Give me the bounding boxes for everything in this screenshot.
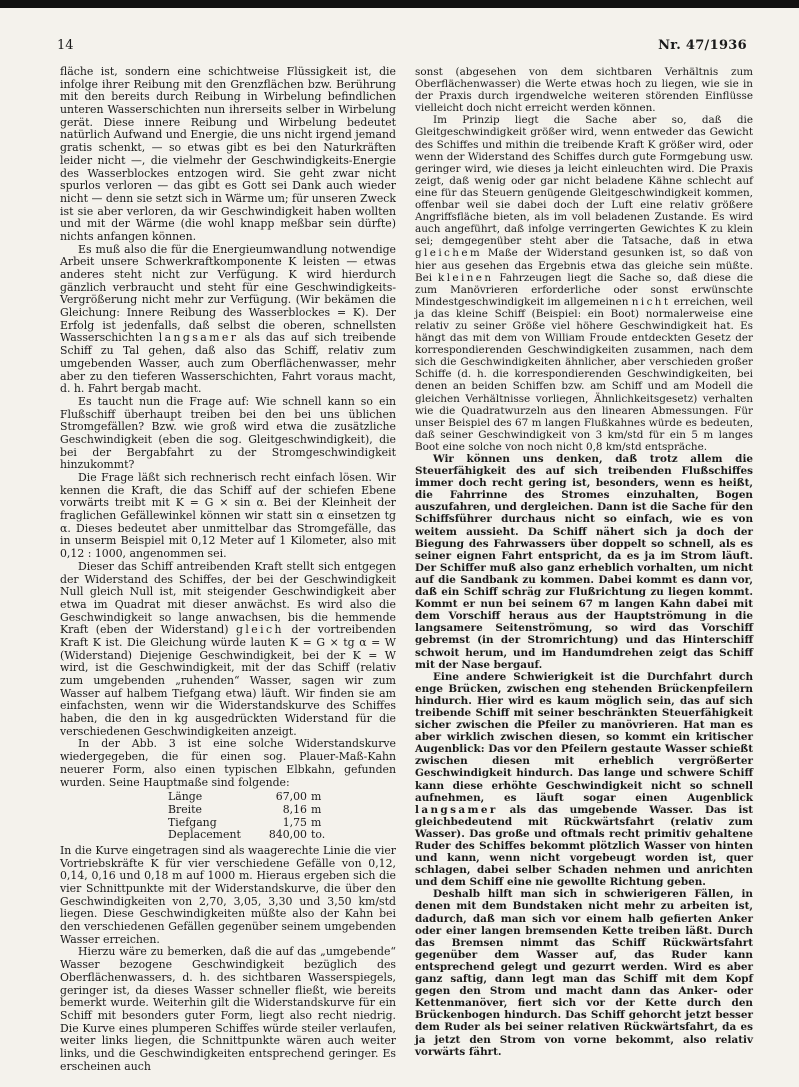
paragraph: sonst (abgesehen von dem sichtbaren Verhältnis zum Oberflächenwasser) die Werte etwas hoch zu liegen, wie sie in der Praxis durch irgendwelche weiteren störenden Einflüsse vielleicht doch nicht erreicht werden können. bbox=[415, 66, 753, 115]
left-column bbox=[60, 66, 396, 1073]
dimensions-table bbox=[168, 791, 325, 842]
dimension-name: Breite bbox=[168, 802, 202, 816]
text-run: Maße der Widerstand gesunken ist, so daß von hier aus gesehen das Ergebnis etwa das gleiche sein müßte. Bei bbox=[415, 247, 753, 284]
paragraph: Wir können uns denken, daß trotz allem die Steuerfähigkeit des auf sich treibenden Flußschiffes immer doch recht gering ist, besonders, wenn es heißt, die Fahrrinne des Stromes einzuhalten, Bogen auszufahren, und dergleichen. Dann ist die Sache für den Schiffsführer durchaus nicht so einfach, wie es von weitem aussieht. Da Schiff nähert sich ja doch der Biegung des Fahrwassers über doppelt so schnell, als es seiner eignen Fahrt entspricht, da es ja im Strom läuft. Der Schiffer muß also ganz erheblich vorhalten, um nicht auf die Sandbank zu kommen. Dabei kommt es dann vor, daß ein Schiff schräg zur Flußrichtung zu liegen kommt. Kommt er nun bei seinem 67 m langen Kahn dabei mit dem Vorschiff heraus aus der Hauptströmung in die langsamere Seitenströmung, so wird das Vorschiff gebremst (in der Stromrichtung) und das Hinterschiff schwoit herum, und im Handumdrehen zeigt das Schiff mit der Nase bergauf. bbox=[415, 453, 753, 671]
dimension-value: 8,16 bbox=[282, 802, 307, 816]
paragraph: fläche ist, sondern eine schichtweise Flüssigkeit ist, die infolge ihrer Reibung mit den Grenzflächen bzw. Berührung mit den bereits durch Reibung in Wirbelung befindlichen unteren Wasserschichten nun ihrerseits selber in Wirbelung gerät. Diese innere Reibung und Wirbelung bedeutet natürlich Aufwand und Energie, die uns nicht irgend jemand gratis schenkt, — so etwas gibt es bei den Naturkräften leider nicht —, die vielmehr der Geschwindigkeits-Energie des Wasserblockes entzogen wird. Sie geht zwar nicht spurlos verloren — das gibt es Gott sei Dank auch wieder nicht — denn sie setzt sich in Wärme um; für unseren Zweck ist sie aber verloren, da wir Geschwindigkeit haben wollten und mit der Wärme (die wohl knapp meßbar sein dürfte) nichts anfangen können. bbox=[60, 65, 396, 243]
text-run: Eine andere Schwierigkeit ist die Durchfahrt durch enge Brücken, zwischen eng stehenden Brückenpfeilern hindurch. Hier wird es kaum möglich sein, das auf sich treibende Schiff mit seiner beschränkten Steuerfähigkeit sicher zwischen die Pfeiler zu manövrieren. Hat man es aber wirklich zwischen diesen, so kommt ein kritischer Augenblick: Das vor den Pfeilern gestaute Wasser schießt zwischen diesen mit erheblich vergrößerter Geschwindigkeit hindurch. Das lange und schwere Schiff kann diese erhöhte Geschwindigkeit nicht so schnell aufnehmen, es läuft sogar einen Augenblick bbox=[415, 670, 753, 804]
page-number: 14 bbox=[57, 38, 74, 53]
text-run: als das umgebende Wasser. Das ist gleichbedeutend mit Rückwärtsfahrt (relativ zum Wasser). Das große und oftmals recht primitiv gehaltene Ruder des Schiffes bekommt plötzlich Wasser von hinten und kann, wenn nicht vorgebeugt worden ist, quer schlagen, dabei selber Schaden nehmen und anrichten und dem Schiff eine nie gewollte Richtung geben. bbox=[415, 803, 753, 889]
paragraph bbox=[415, 114, 753, 453]
right-column bbox=[415, 66, 753, 1058]
paragraph bbox=[60, 244, 396, 396]
paragraph: In der Abb. 3 ist eine solche Widerstandskurve wiedergegeben, die für einen sog. Plauer-Maß-Kahn neuerer Form, also einen typischen Elbkahn, gefunden wurden. Seine Hauptmaße sind folgende: bbox=[60, 737, 396, 789]
dimension-value: 1,75 bbox=[282, 815, 307, 829]
dimension-unit: to. bbox=[310, 828, 326, 842]
top-border bbox=[0, 0, 799, 8]
paragraph bbox=[60, 561, 396, 739]
spaced-text: langsamer bbox=[158, 331, 239, 345]
dimension-name: Tiefgang bbox=[168, 815, 217, 829]
text-run: erreichen, weil ja das kleine Schiff (Beispiel: ein Boot) normalerweise eine relativ zu seiner Größe viel höhere Geschwindigkeit hat. Es hängt das mit dem von William Froude entdeckten Gesetz der korrespondierenden Geschwindigkeiten zusammen, nach dem sich die Geschwindigkeiten ähnlicher, aber verschieden großer Schiffe (d. h. die korrespondierenden Geschwindigkeiten, bei denen an beiden Schiffen bzw. am Schiff und am Modell die gleichen Verhältnisse vorliegen, Ähnlichkeitsgesetz) verhalten wie die Quadratwurzeln aus den linearen Abmessungen. Für unser Beispiel des 67 m langen Flußkahnes würde es bedeuten, daß seiner Geschwindigkeit von 3 km/std für ein 5 m langes Boot eine solche von noch nicht 0,8 km/std entspräche. bbox=[415, 295, 754, 453]
spaced-text: kleinen bbox=[438, 271, 494, 284]
paragraph: Es taucht nun die Frage auf: Wie schnell kann so ein Flußschiff überhaupt treiben bei den bei uns üblichen Stromgefällen? Bzw. wie groß wird etwa die zusätzliche Geschwindigkeit (eben die sog. Gleitgeschwindigkeit), die bei der Bergabfahrt zu der Stromgeschwindigkeit hinzukommt? bbox=[60, 394, 396, 472]
text-run: als das auf sich treibende Schiff zu Tal gehen, daß also das Schiff, relativ zum umgebenden Wasser, auch zum Oberflächenwasser, mehr aber zu den tieferen Wasserschichten, Fahrt voraus macht, d. h. Fahrt bergab macht. bbox=[60, 331, 396, 396]
dimension-value: 840,00 bbox=[268, 828, 307, 842]
dimension-name: Länge bbox=[168, 790, 203, 804]
text-run: Im Prinzip liegt die Sache aber so, daß die Gleitgeschwindigkeit größer wird, wenn entweder das Gewicht des Schiffes und mithin die treibende Kraft K größer wird, oder wenn der Widerstand des Schiffes durch gute Formgebung usw. geringer wird, wie dieses ja leicht einleuchten wird. Die Praxis zeigt, daß wenig oder gar nicht beladene Kähne schlecht auf eine für das Steuern genügende Gleitgeschwindigkeit kommen, offenbar weil sie dabei doch der Luft eine relativ größere Angriffsfläche bieten, als im voll beladenen Zustande. Es wird auch angeführt, daß infolge verringerten Gewichtes K zu klein sei; demgegenüber steht aber die Tatsache, daß in etwa bbox=[415, 114, 753, 248]
spaced-text: nicht bbox=[631, 295, 671, 308]
issue-number: Nr. 47/1936 bbox=[658, 38, 747, 53]
text-run: der vortreibenden Kraft K ist. Die Gleichung würde lauten K = G × tg α = W (Widerstand) Diejenige Geschwindigkeit, bei der K = W wird, ist die Geschwindigkeit, mit der das Schiff (relativ zum umgebenden „ruhenden“ Wasser, sagen wir zum Wasser auf halbem Tiefgang etwa) läuft. Wir finden sie am einfachsten, wenn wir die Widerstandskurve des Schiffes haben, die den in kg ausgedrückten Widerstand für die verschiedenen Geschwindigkeiten anzeigt. bbox=[60, 623, 396, 738]
dimension-unit: m bbox=[310, 815, 322, 829]
paragraph: Deshalb hilft man sich in schwierigeren Fällen, in denen mit dem Bundstaken nicht mehr zu arbeiten ist, dadurch, daß man sich vor einem halb gefierten Anker oder einer langen bremsenden Kette treiben läßt. Durch das Bremsen nimmt das Schiff Rückwärtsfahrt gegenüber dem Wasser auf, das Ruder kann entsprechend gelegt und gezurrt werden. Wird es aber ganz saftig, dann legt man das Schiff mit dem Kopf gegen den Strom und macht dann das Anker- oder Kettenmanöver, fiert sich vor der Kette durch den Brückenbogen hindurch. Das Schiff gehorcht jetzt besser dem Ruder als bei seiner relativen Rückwärtsfahrt, da es ja jetzt den Strom von vorne bekommt, also relativ vorwärts fährt. bbox=[415, 888, 753, 1058]
spaced-text: gleich bbox=[236, 623, 284, 637]
paragraph: Hierzu wäre zu bemerken, daß die auf das „umgebende“ Wasser bezogene Geschwindigkeit bezüglich des Oberflächenwassers, d. h. des sichtbaren Wasserspiegels, geringer ist, da dieses Wasser schneller fließt, wie bereits bemerkt wurde. Weiterhin gilt die Widerstandskurve für ein Schiff mit besonders guter Form, liegt also recht niedrig. Die Kurve eines plumperen Schiffes würde steiler verlaufen, weiter links liegen, die Schnittpunkte wären auch weiter links, und die Geschwindigkeiten entsprechend geringer. Es erscheinen auch bbox=[60, 945, 396, 1073]
dimension-name: Deplacement bbox=[168, 828, 241, 842]
spaced-text: langsamer bbox=[415, 803, 498, 816]
text-run: Fahrzeugen liegt die Sache so, daß diese die zum Manövrieren erforderliche oder sonst erwünschte Mindestgeschwindigkeit im allgemeinen bbox=[415, 271, 753, 308]
paragraph: In die Kurve eingetragen sind als waagerechte Linie die vier Vortriebskräfte K für vier verschiedene Gefälle von 0,12, 0,14, 0,16 und 0,18 m auf 1000 m. Hieraus ergeben sich die vier Schnittpunkte mit der Widerstandskurve, die über den Geschwindigkeiten von 2,70, 3,05, 3,30 und 3,50 km/std liegen. Diese Geschwindigkeiten müßte also der Kahn bei den verschiedenen Gefällen gegenüber seinem umgebenden Wasser erreichen. bbox=[60, 843, 396, 946]
spaced-text: gleichem bbox=[415, 247, 483, 260]
dimension-unit: m bbox=[310, 790, 322, 804]
dimension-row bbox=[168, 829, 325, 842]
text-run: Es muß also die für die Energieumwandlung notwendige Arbeit unsere Schwerkraftkomponente K leisten — etwas anderes steht nicht zur Verfügung. K wird hierdurch gänzlich verbraucht und steht für eine Geschwindigkeits-Vergrößerung nicht mehr zur Verfügung. (Wir bekämen die Gleichung: Innere Reibung des Wasserblockes = K). Der Erfolg ist jedenfalls, daß selbst die oberen, schnellsten Wasserschichten bbox=[60, 242, 396, 345]
dimension-row bbox=[168, 804, 325, 817]
dimension-row bbox=[168, 791, 325, 804]
text-run: Dieser das Schiff antreibenden Kraft stellt sich entgegen der Widerstand des Schiffes, der bei der Geschwindigkeit Null gleich Null ist, mit steigender Geschwindigkeit aber etwa im Quadrat mit dieser anwächst. Es wird also die Geschwindigkeit so lange anwachsen, bis die hemmende Kraft (eben der Widerstand) bbox=[60, 559, 396, 637]
paragraph: Die Frage läßt sich rechnerisch recht einfach lösen. Wir kennen die Kraft, die das Schiff auf der schiefen Ebene vorwärts treibt mit K = G × sin α. Bei der Kleinheit der fraglichen Gefällewinkel können wir statt sin α einsetzen tg α. Dieses bedeutet aber unmittelbar das Stromgefälle, das in unserm Beispiel mit 0,12 Meter auf 1 Kilometer, also mit 0,12 : 1000, angenommen sei. bbox=[60, 471, 396, 561]
dimension-unit: m bbox=[310, 802, 322, 816]
paragraph bbox=[415, 671, 753, 889]
dimension-value: 67,00 bbox=[275, 790, 307, 804]
